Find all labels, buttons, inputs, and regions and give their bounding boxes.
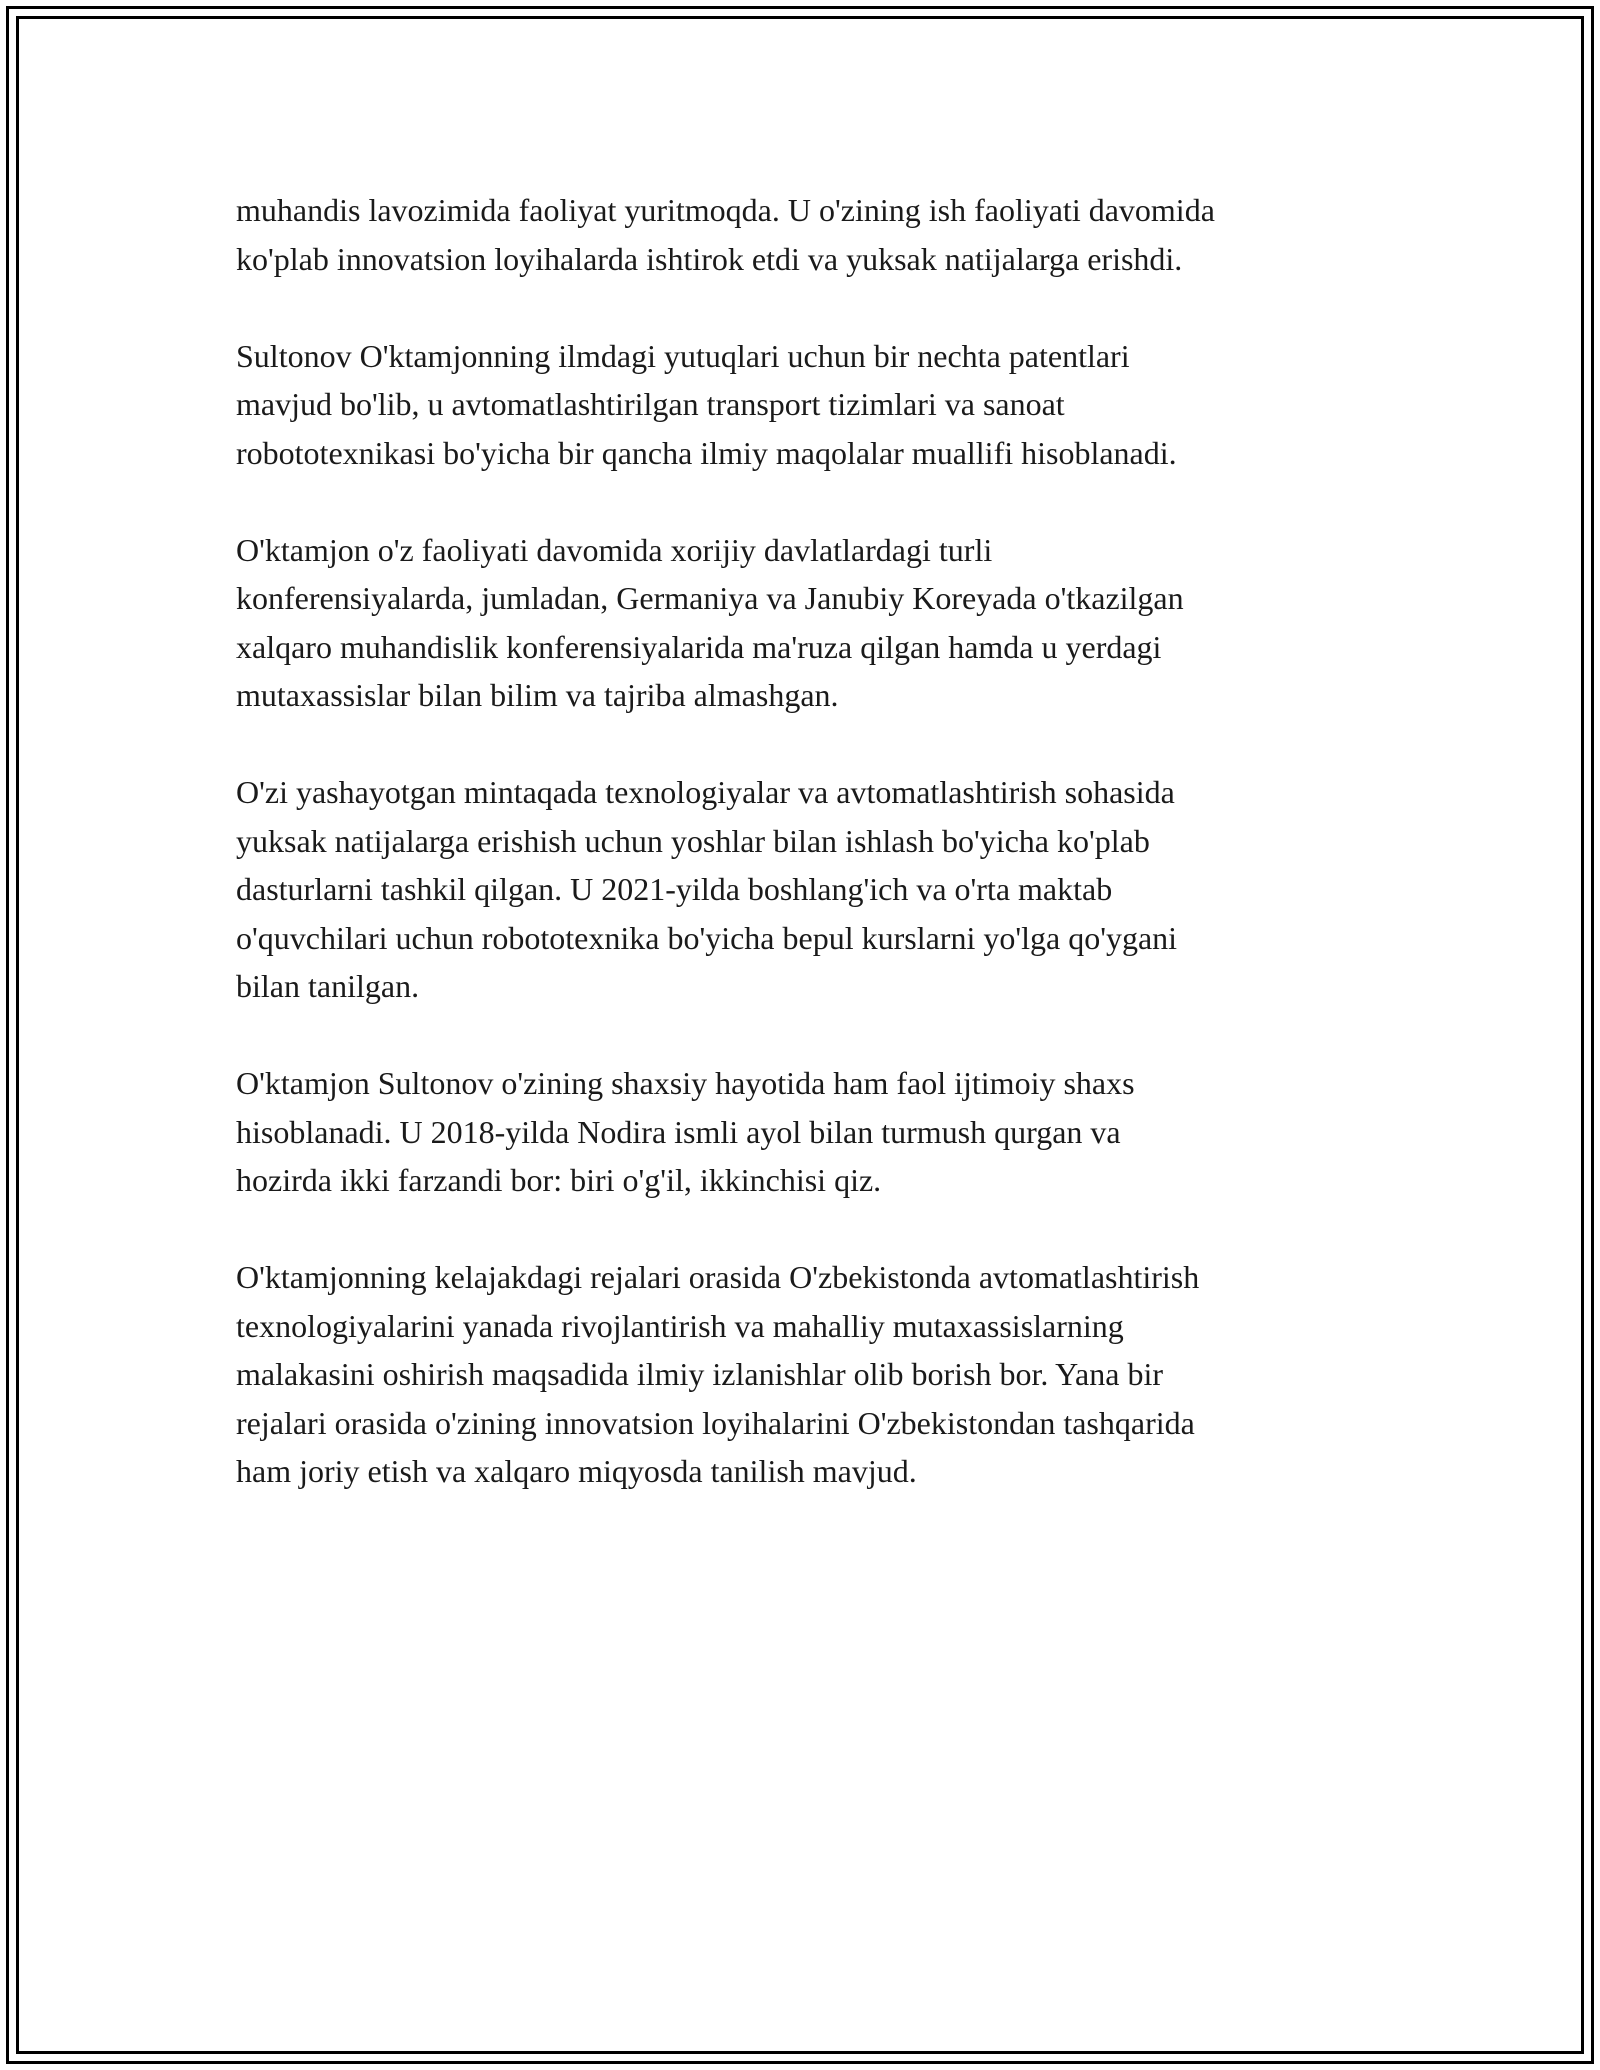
text-line: robototexnikasi bo'yicha bir qancha ilmiy maqolalar muallifi hisoblanadi. (236, 434, 1177, 471)
text-line: O'ktamjon Sultonov o'zining shaxsiy hayotida ham faol ijtimoiy shaxs (236, 1065, 1135, 1101)
paragraph (236, 1059, 1396, 1205)
document-body (236, 186, 1396, 1544)
paragraph (236, 332, 1396, 478)
text-line: bilan tanilgan. (236, 968, 420, 1004)
text-line: hozirda ikki farzandi bor: biri o'g'il, ikkinchisi qiz. (236, 1162, 882, 1198)
text-line: O'ktamjonning kelajakdagi rejalari orasida O'zbekistonda avtomatlashtirish (236, 1259, 1200, 1295)
paragraph (236, 526, 1396, 720)
text-line: O'ktamjon o'z faoliyati davomida xorijiy davlatlardagi turli (236, 531, 993, 568)
text-line: texnologiyalarini yanada rivojlantirish va mahalliy mutaxassislarning (236, 1307, 1124, 1344)
text-line: Sultonov O'ktamjonning ilmdagi yutuqlari uchun bir nechta patentlari (236, 337, 1130, 374)
text-line: mutaxassislar bilan bilim va tajriba almashgan. (236, 677, 839, 713)
text-line: o'quvchilari uchun robototexnika bo'yicha bepul kurslarni yo'lga qo'ygani (236, 919, 1178, 956)
text-line: dasturlarni tashkil qilgan. U 2021-yilda boshlang'ich va o'rta maktab (236, 871, 1113, 907)
paragraph (236, 186, 1396, 283)
paragraph (236, 768, 1396, 1011)
text-line: rejalari orasida o'zining innovatsion loyihalarini O'zbekistondan tashqarida (236, 1404, 1195, 1441)
text-line: xalqaro muhandislik konferensiyalarida ma'ruza qilgan hamda u yerdagi (236, 628, 1162, 665)
text-line: yuksak natijalarga erishish uchun yoshlar bilan ishlash bo'yicha ko'plab (236, 822, 1150, 859)
text-line: malakasini oshirish maqsadida ilmiy izlanishlar olib borish bor. Yana bir (236, 1356, 1163, 1392)
text-line: O'zi yashayotgan mintaqada texnologiyalar va avtomatlashtirish sohasida (236, 774, 1175, 810)
text-line: mavjud bo'lib, u avtomatlashtirilgan transport tizimlari va sanoat (236, 386, 1065, 422)
paragraph (236, 1253, 1396, 1496)
text-line: hisoblanadi. U 2018-yilda Nodira ismli ayol bilan turmush qurgan va (236, 1113, 1121, 1150)
text-line: muhandis lavozimida faoliyat yuritmoqda. U o'zining ish faoliyati davomida (236, 192, 1215, 228)
text-line: konferensiyalarda, jumladan, Germaniya va Janubiy Koreyada o'tkazilgan (236, 580, 1184, 616)
text-line: ham joriy etish va xalqaro miqyosda tanilish mavjud. (236, 1453, 917, 1489)
text-line: ko'plab innovatsion loyihalarda ishtirok etdi va yuksak natijalarga erishdi. (236, 240, 1183, 277)
